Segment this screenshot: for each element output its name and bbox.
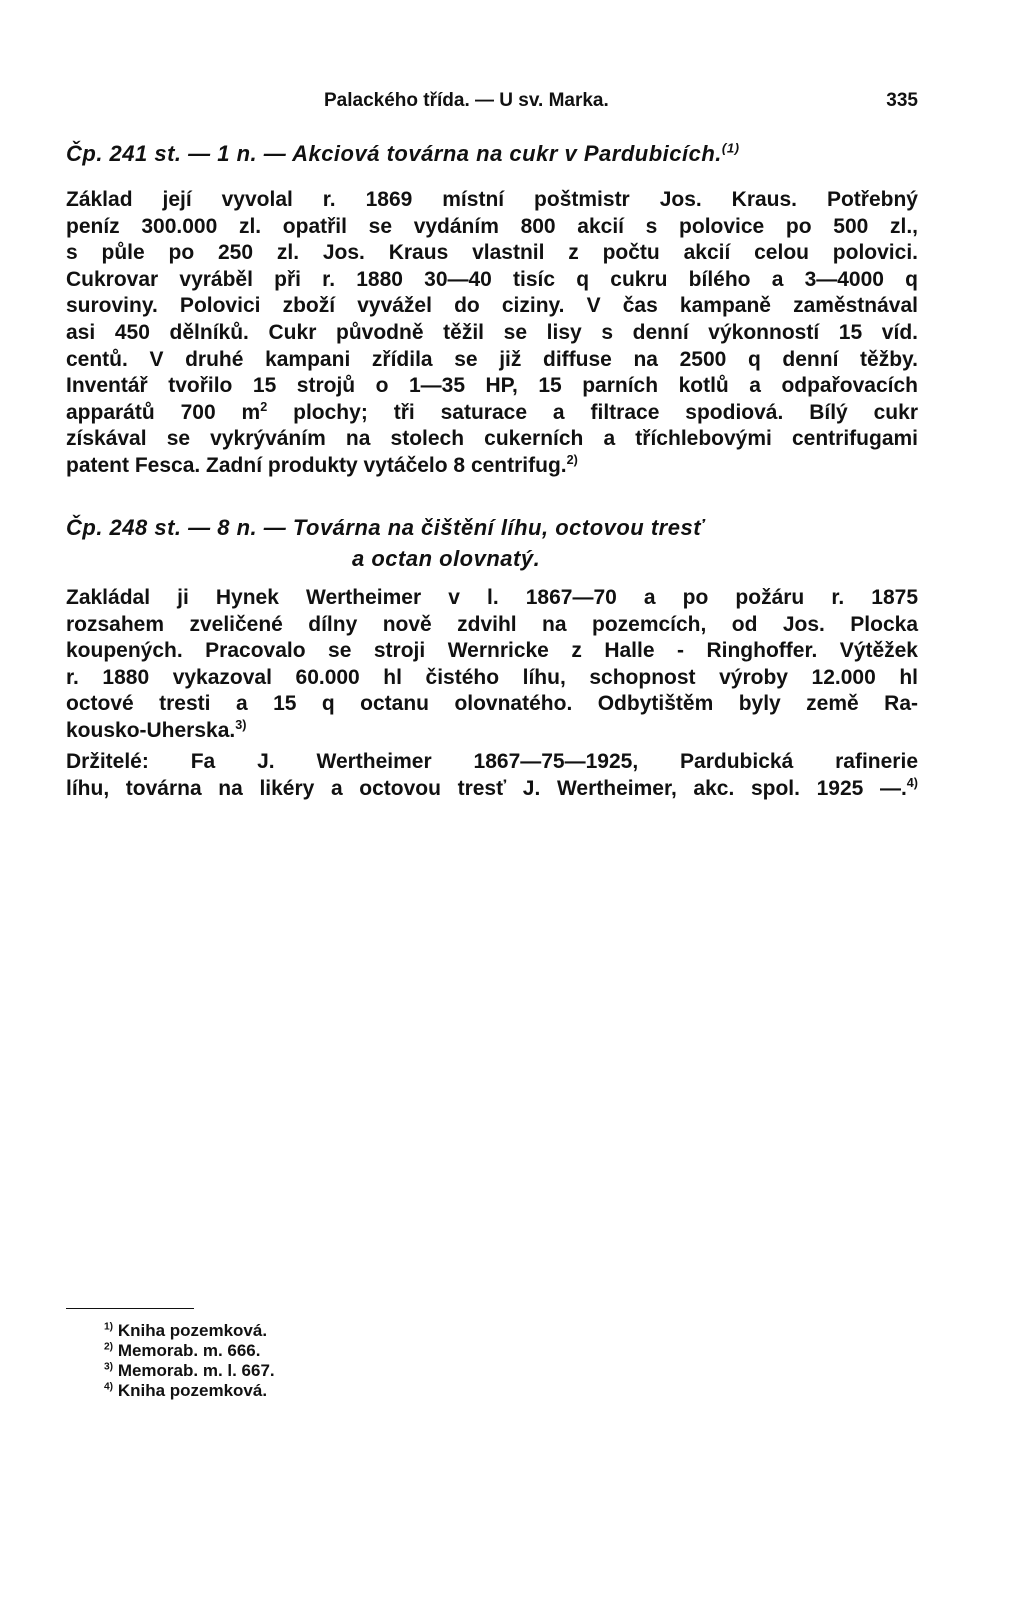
footnote-ref: 4) xyxy=(906,775,918,790)
paragraph-line: rozsahem zveličené dílny nově zdvihl na pozemcích, od Jos. Plocka xyxy=(66,612,918,636)
footnote: $^{4)}$ Kniha pozemková. xyxy=(104,1381,268,1400)
paragraph-line: peníz 300.000 zl. opatřil se vydáním 800 akcií s polovice po 500 zl., xyxy=(66,214,918,238)
paragraph-line: kousko-Uherska.$^{3)}$ xyxy=(66,717,247,742)
page-number: 335 xyxy=(886,90,918,111)
footnote: $^{3)}$ Memorab. m. l. 667. xyxy=(104,1361,275,1380)
paragraph-line: centů. V druhé kampani zřídila se již diffuse na 2500 q denní těžby. xyxy=(66,347,918,371)
paragraph-line: Základ její vyvolal r. 1869 místní poštmistr Jos. Kraus. Potřebný xyxy=(66,188,918,211)
paragraph-line: Cukrovar vyráběl při r. 1880 30—40 tisíc q cukru bílého a 3—4000 q xyxy=(66,267,918,291)
paragraph-line: apparátů 700 $m^2$ plochy; tři saturace a filtrace spodiová. Bílý cukr xyxy=(66,399,918,424)
section-1-heading xyxy=(66,141,918,167)
paragraph-line: líhu, továrna na likéry a octovou tresť J. Wertheimer, akc. spol. 1925 —.$^{4)}$ xyxy=(66,775,918,800)
paragraph-line: patent Fesca. Zadní produkty vytáčelo 8 centrifug.$^{2)}$ xyxy=(66,452,578,477)
paragraph-line: Držitelé: Fa J. Wertheimer 1867—75—1925, Pardubická rafinerie xyxy=(66,750,918,773)
paragraph-line: asi 450 dělníků. Cukr původně těžil se lisy s denní výkonností 15 víd. xyxy=(66,320,918,344)
section-2-heading-line-1: Čp. 248 st. — 8 n. — Továrna na čištění líhu, octovou tresť xyxy=(66,515,705,540)
footnote-ref: 3) xyxy=(235,717,247,732)
section-1-paragraph xyxy=(66,187,918,480)
footnote: $^{1)}$ Kniha pozemková. xyxy=(104,1321,268,1340)
section-1-heading-text: Čp. 241 st. — 1 n. — Akciová továrna na cukr v Pardubicích. xyxy=(66,141,722,166)
paragraph-line: Inventář tvořilo 15 strojů o 1—35 HP, 15 parních kotlů a odpařovacích xyxy=(66,374,918,398)
paragraph-line: octové tresti a 15 q octanu olovnatého. Odbytištěm byly země Ra- xyxy=(66,692,918,716)
section-1-heading-footnote-ref: (1) xyxy=(721,140,740,156)
superscript: 2 xyxy=(260,399,268,414)
paragraph-line: r. 1880 vykazoval 60.000 hl čistého líhu, schopnost výroby 12.000 hl xyxy=(66,665,918,689)
paragraph-line: koupených. Pracovalo se stroji Wernricke z Halle - Ringhoffer. Výtěžek xyxy=(66,639,918,663)
section-2-heading-line-2: a octan olovnatý. xyxy=(352,546,541,571)
footnote-divider xyxy=(66,1308,194,1309)
paragraph-line: Zakládal ji Hynek Wertheimer v l. 1867—70 a po požáru r. 1875 xyxy=(66,586,918,609)
running-head xyxy=(66,90,918,118)
footnote: $^{2)}$ Memorab. m. 666. xyxy=(104,1341,261,1360)
paragraph-line: získával se vykrýváním na stolech cukerních a tříchlebovými centrifugami xyxy=(66,427,918,451)
running-head-title: Palackého třída. — U sv. Marka. xyxy=(324,90,609,111)
footnotes xyxy=(104,1321,275,1401)
paragraph-line: s půle po 250 zl. Jos. Kraus vlastnil z počtu akcií celou polovici. xyxy=(66,241,918,265)
footnote-ref: 2) xyxy=(566,452,578,467)
paragraph-line: suroviny. Polovici zboží vyvážel do ciziny. V čas kampaně zaměstnával xyxy=(66,294,918,318)
holders-paragraph xyxy=(66,749,918,802)
section-2-paragraph xyxy=(66,585,918,745)
